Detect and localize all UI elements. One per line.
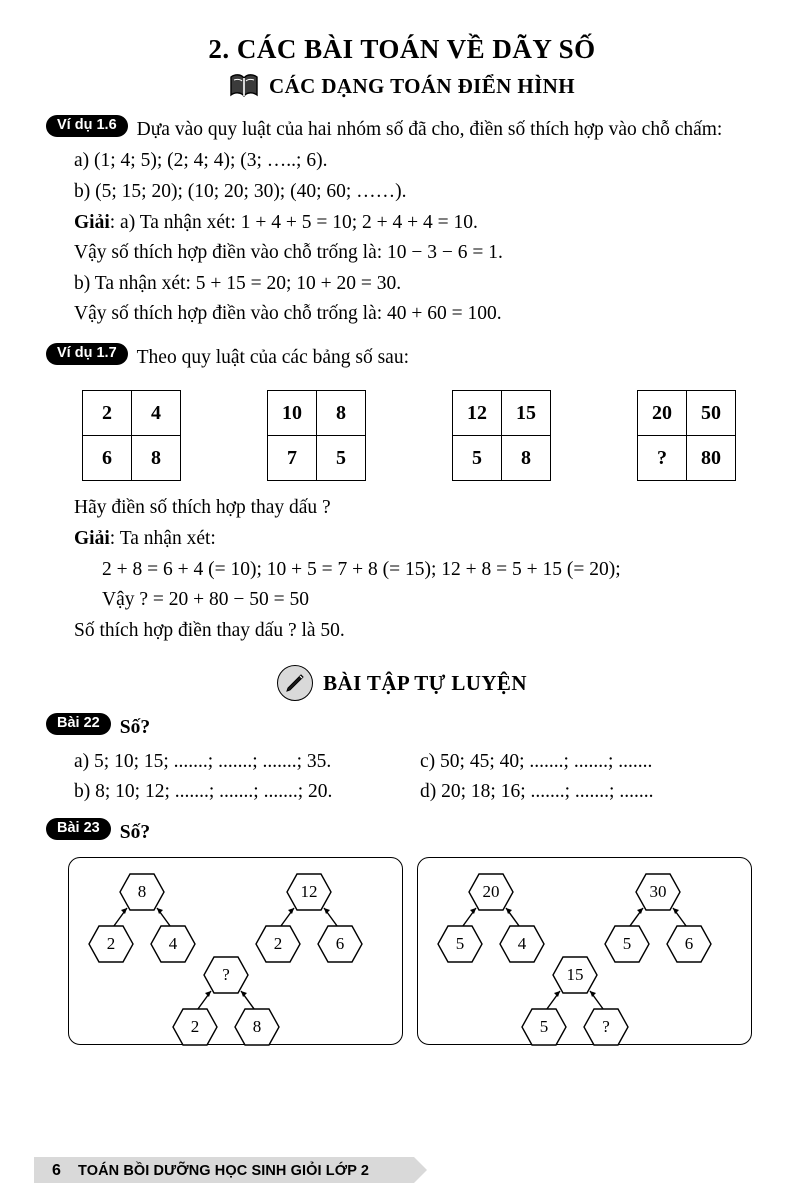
example-1-7-prompt: Theo quy luật của các bảng số sau: <box>136 347 410 368</box>
example-1-6-line-b: b) (5; 15; 20); (10; 20; 30); (40; 60; ……). <box>74 180 407 202</box>
number-grid-2 <box>267 390 366 481</box>
example-1-6-pill: Ví dụ 1.6 <box>46 115 128 137</box>
hex-box1-tree2-left <box>255 924 301 964</box>
hex-value: 2 <box>273 934 283 954</box>
hex-box2-tree2-top <box>635 872 681 912</box>
example-1-7-solution-line-1: 2 + 8 = 6 + 4 (= 10); 10 + 5 = 7 + 8 (= 15); 12 + 8 = 5 + 15 (= 20); <box>102 558 621 580</box>
example-1-6-header <box>46 115 758 144</box>
exercise-22-item-b: b) 8; 10; 12; .......; .......; .......; 20. <box>74 781 333 803</box>
footer-book-title: TOÁN BỒI DƯỠNG HỌC SINH GIỎI LỚP 2 <box>78 1163 369 1179</box>
section-heading-label: CÁC DẠNG TOÁN ĐIỂN HÌNH <box>269 73 575 98</box>
example-1-7-solution-intro-text: : Ta nhận xét: <box>109 527 216 549</box>
grid-cell: 20 <box>638 391 687 436</box>
grid-cell: 5 <box>317 436 366 481</box>
grid-cell: 6 <box>83 436 132 481</box>
section-heading-label-2: BÀI TẬP TỰ LUYỆN <box>323 670 527 695</box>
grid-cell: 50 <box>687 391 736 436</box>
section-heading-practice <box>46 665 758 701</box>
grid-cell: 7 <box>268 436 317 481</box>
exercise-22-items <box>46 747 758 808</box>
example-1-6-line-a: a) (1; 4; 5); (2; 4; 4); (3; …..; 6). <box>74 150 328 172</box>
exercise-22-header <box>46 713 758 742</box>
grid-cell: 10 <box>268 391 317 436</box>
hex-box1-tree1-top <box>119 872 165 912</box>
hex-value: 8 <box>252 1017 262 1037</box>
hex-value: 12 <box>300 882 318 902</box>
example-1-6-solution-a2: Vậy số thích hợp điền vào chỗ trống là: 10 − 3 − 6 = 1. <box>74 242 503 264</box>
exercise-22-item-d: d) 20; 18; 16; .......; .......; ....... <box>420 781 654 803</box>
hex-box2-tree1-right <box>499 924 545 964</box>
hex-value: 15 <box>566 965 584 985</box>
exercise-22-item-c: c) 50; 45; 40; .......; .......; ....... <box>420 750 653 772</box>
example-1-7-pill: Ví dụ 1.7 <box>46 343 128 365</box>
hex-box2-tree1-left <box>437 924 483 964</box>
example-1-7-header <box>46 343 758 372</box>
hex-box1-tree3-left <box>172 1007 218 1047</box>
book-icon <box>229 73 259 99</box>
footer-page-number: 6 <box>52 1162 61 1179</box>
example-1-6-solution-b2: Vậy số thích hợp điền vào chỗ trống là: 40 + 60 = 100. <box>74 303 502 325</box>
page-title: 2. CÁC BÀI TOÁN VỀ DÃY SỐ <box>208 34 596 64</box>
number-grids <box>46 390 758 481</box>
example-1-6-solution-a <box>46 208 758 238</box>
grid-cell: 80 <box>687 436 736 481</box>
hex-value: 5 <box>539 1017 549 1037</box>
example-1-7-solution-line-3: Số thích hợp điền thay dấu ? là 50. <box>74 619 345 641</box>
exercise-23-box-2 <box>417 857 752 1045</box>
hex-box1-tree3-top <box>203 955 249 995</box>
example-1-6-prompt: Dựa vào quy luật của hai nhóm số đã cho, điền số thích hợp vào chỗ chấm: <box>136 119 723 140</box>
grid-cell: 15 <box>502 391 551 436</box>
grid-cell: 8 <box>502 436 551 481</box>
hex-box1-tree2-right <box>317 924 363 964</box>
solution-label-1-7: Giải <box>74 527 110 549</box>
grid-cell: 8 <box>317 391 366 436</box>
exercise-22-item-a: a) 5; 10; 15; .......; .......; .......; 35. <box>74 750 332 772</box>
hex-box1-tree1-right <box>150 924 196 964</box>
hex-value: 5 <box>622 934 632 954</box>
grid-cell: 12 <box>453 391 502 436</box>
example-1-6-solution-a-text: : a) Ta nhận xét: 1 + 4 + 5 = 10; 2 + 4 + 4 = 10. <box>109 211 478 233</box>
exercise-23-header <box>46 818 758 847</box>
grid-cell: 8 <box>132 436 181 481</box>
page-content <box>46 34 758 1045</box>
pencil-icon <box>277 665 313 701</box>
example-1-7-question: Hãy điền số thích hợp thay dấu ? <box>74 497 331 519</box>
number-grid-4 <box>637 390 736 481</box>
exercise-23-pill: Bài 23 <box>46 818 111 840</box>
grid-cell: 2 <box>83 391 132 436</box>
exercise-22-title: Số? <box>119 717 151 739</box>
hex-value: ? <box>222 965 230 985</box>
exercise-22-col-right <box>402 747 758 808</box>
page-footer <box>0 1148 799 1200</box>
exercise-22-pill: Bài 22 <box>46 713 111 735</box>
hex-value: 4 <box>517 934 527 954</box>
hex-value: 8 <box>137 882 147 902</box>
exercise-23-title: Số? <box>119 821 151 843</box>
hex-box1-tree3-right <box>234 1007 280 1047</box>
hex-box2-tree1-top <box>468 872 514 912</box>
hex-box2-tree3-left <box>521 1007 567 1047</box>
example-1-6-solution-b: b) Ta nhận xét: 5 + 15 = 20; 10 + 20 = 30. <box>74 272 402 294</box>
hex-box2-tree3-top <box>552 955 598 995</box>
exercise-23-box-1 <box>68 857 403 1045</box>
exercise-22-col-left <box>46 747 402 808</box>
hex-value: 20 <box>482 882 500 902</box>
hex-value: ? <box>602 1017 610 1037</box>
hex-box2-tree3-right <box>583 1007 629 1047</box>
grid-cell: 5 <box>453 436 502 481</box>
hex-value: 6 <box>684 934 694 954</box>
solution-label-1-6: Giải <box>74 211 110 233</box>
section-heading-typical-problems <box>46 73 758 99</box>
grid-cell: ? <box>638 436 687 481</box>
exercise-23-diagrams <box>46 857 758 1045</box>
example-1-7-solution-intro <box>46 524 758 554</box>
hex-box2-tree2-left <box>604 924 650 964</box>
hex-value: 30 <box>649 882 667 902</box>
hex-value: 6 <box>335 934 345 954</box>
example-1-7-solution-line-2: Vậy ? = 20 + 80 − 50 = 50 <box>102 589 310 611</box>
hex-box2-tree2-right <box>666 924 712 964</box>
hex-box1-tree1-left <box>88 924 134 964</box>
hex-value: 5 <box>455 934 465 954</box>
hex-value: 2 <box>190 1017 200 1037</box>
hex-value: 2 <box>106 934 116 954</box>
number-grid-3 <box>452 390 551 481</box>
hex-box1-tree2-top <box>286 872 332 912</box>
grid-cell: 4 <box>132 391 181 436</box>
number-grid-1 <box>82 390 181 481</box>
hex-value: 4 <box>168 934 178 954</box>
